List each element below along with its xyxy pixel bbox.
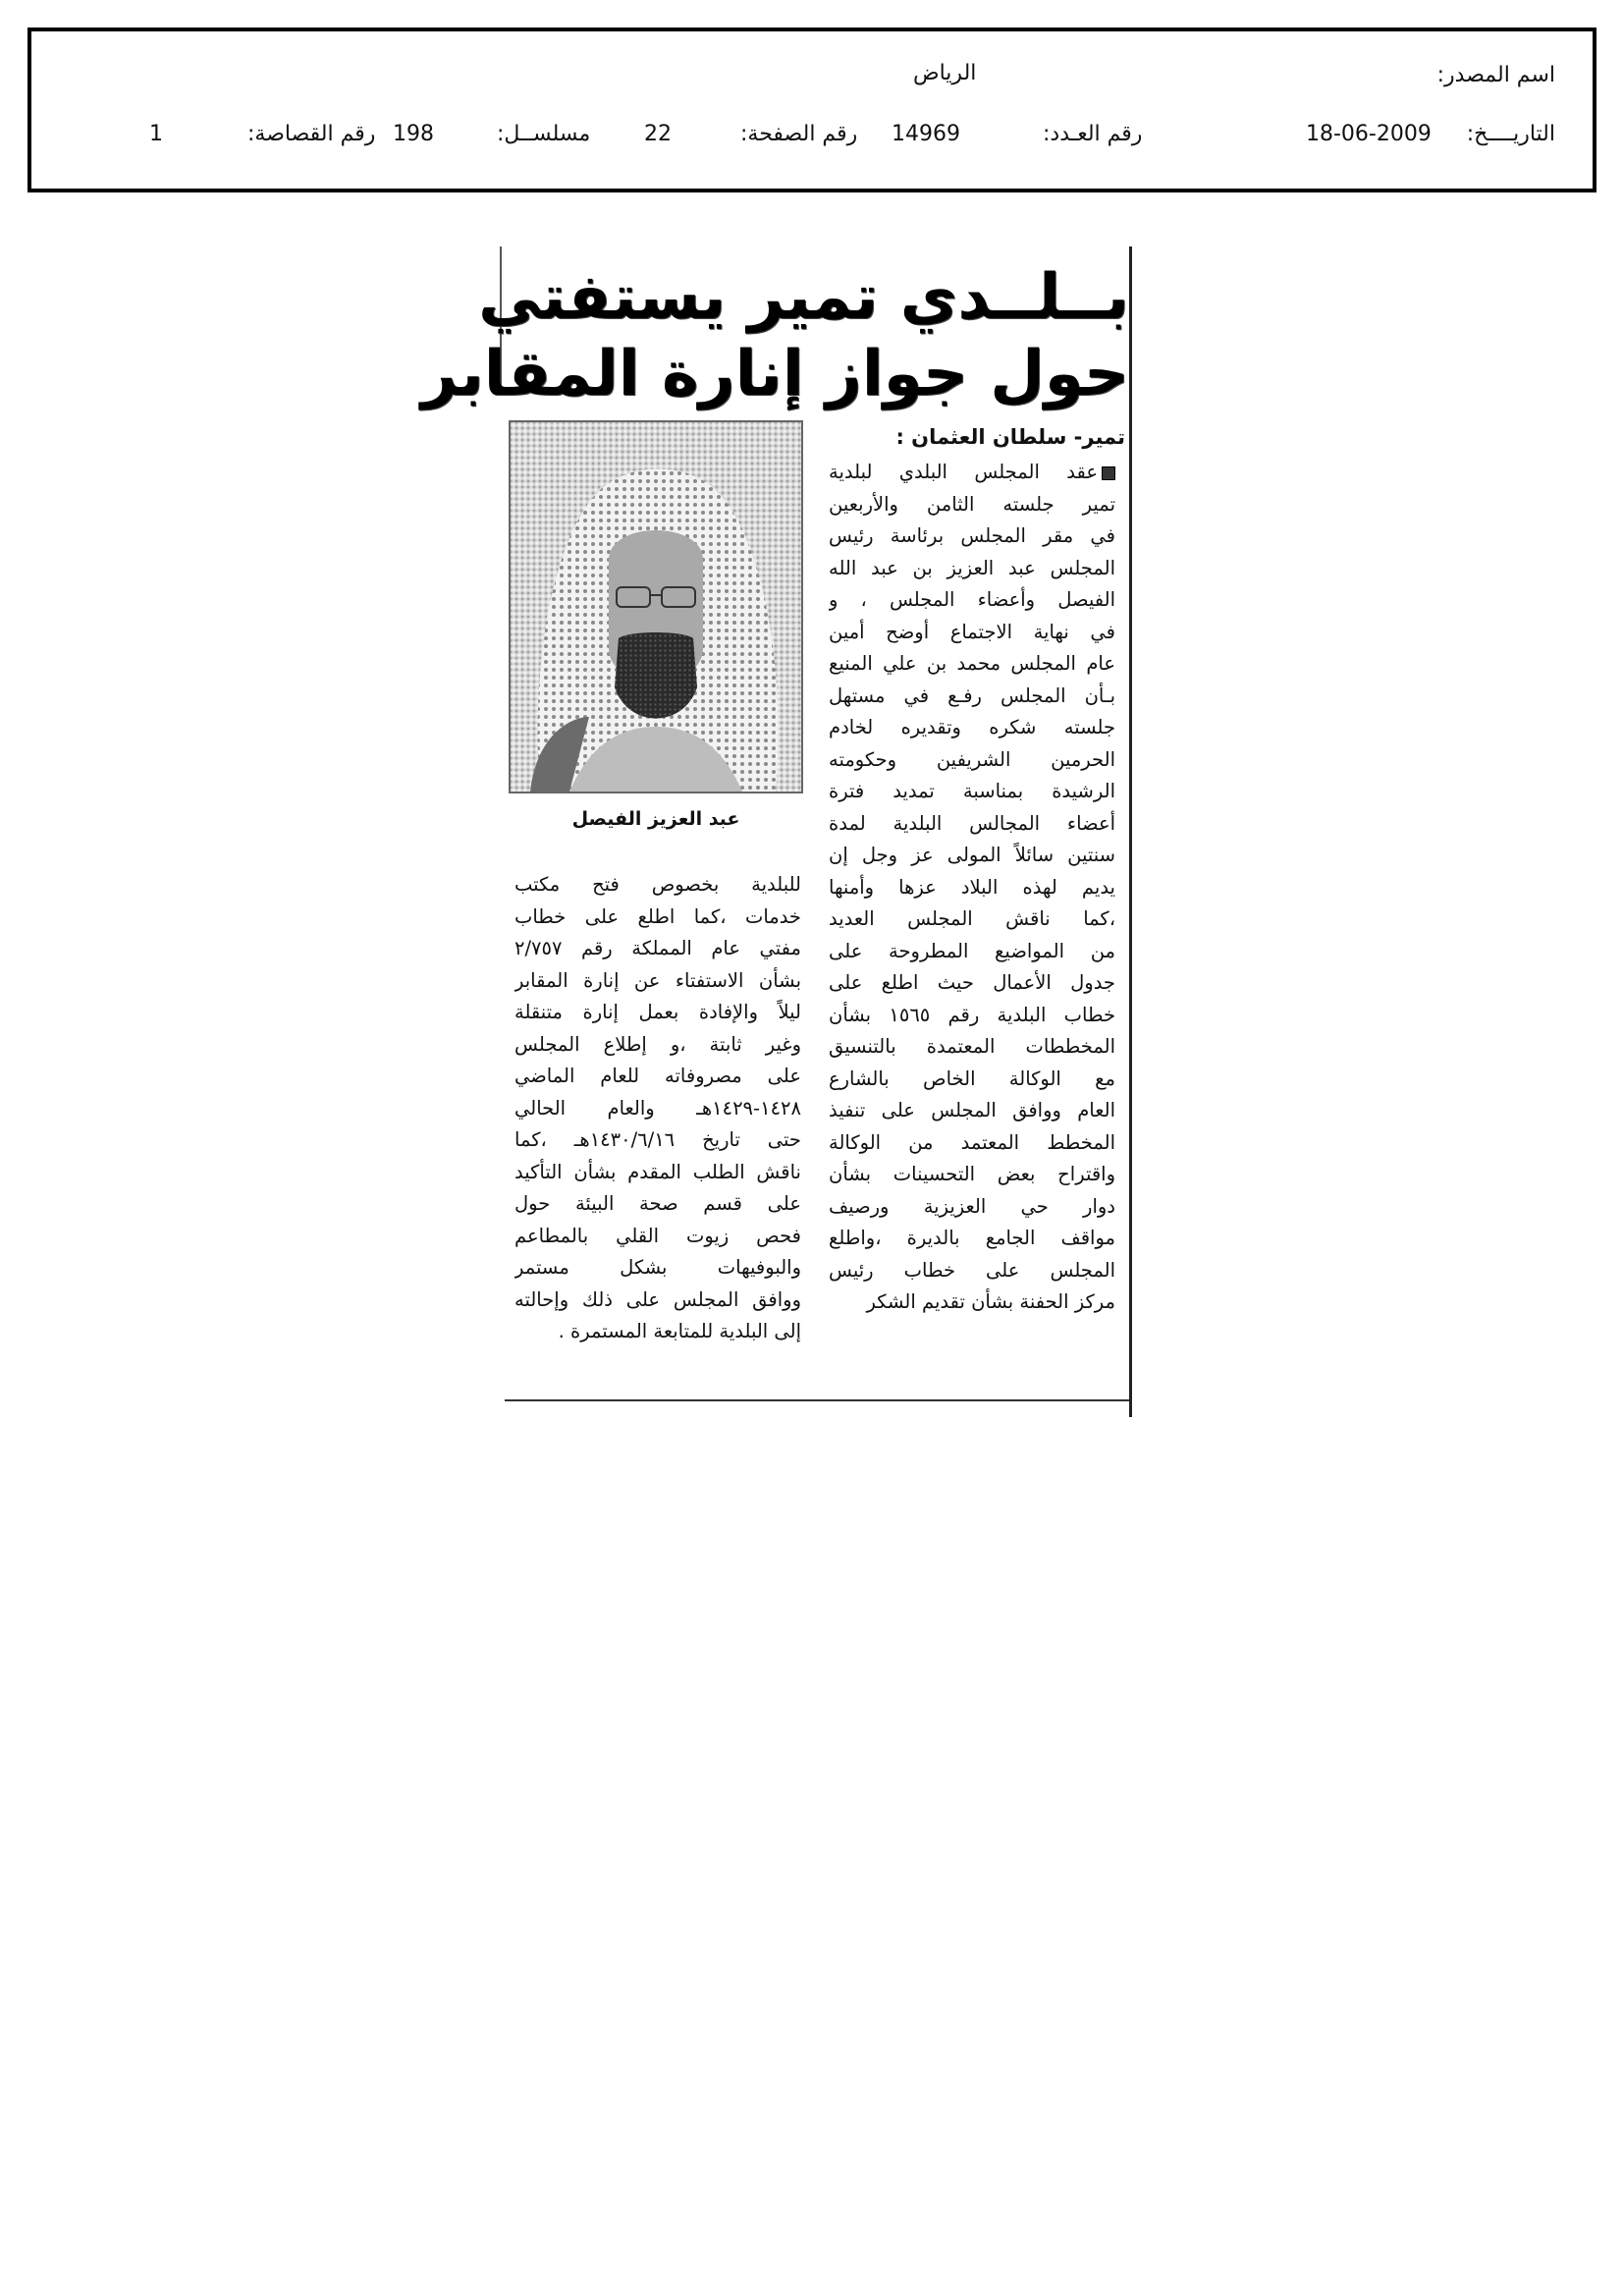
date-label: التاريــــخ: — [1466, 122, 1555, 146]
clipping-bottom-rule — [505, 1399, 1129, 1401]
body-line: عقد المجلس البلدي لبلدية — [829, 457, 1115, 489]
body-line: ،كما ناقش المجلس العديد — [829, 907, 1115, 930]
body-line: على مصروفاته للعام الماضي — [514, 1065, 801, 1087]
body-line: ليلاً والإفادة بعمل إنارة متنقلة — [514, 1001, 801, 1023]
body-line: بـأن المجلس رفـع في مستهل — [829, 683, 1115, 707]
body-line: في مقر المجلس برئاسة رئيس — [829, 524, 1115, 547]
date-value: 18-06-2009 — [1306, 122, 1432, 146]
body-line: بشأن الاستفتاء عن إنارة المقابر — [514, 968, 801, 992]
body-line: مفتي عام المملكة رقم ٢/٧٥٧ — [514, 937, 801, 959]
body-line: الفيصل وأعضاء المجلس ، و — [829, 588, 1115, 611]
body-line: ووافق المجلس على ذلك وإحالته — [514, 1287, 801, 1311]
body-line: تمير جلسته الثامن والأربعين — [829, 492, 1115, 516]
body-line: المجلس عبد العزيز بن عبد الله — [829, 556, 1115, 579]
body-line: المخطط المعتمد من الوكالة — [829, 1130, 1115, 1154]
article-column-left — [514, 869, 801, 1348]
body-line: للبلدية بخصوص فتح مكتب — [514, 873, 801, 896]
body-line: المجلس على خطاب رئيس — [829, 1258, 1115, 1282]
body-line: فحص زيوت القلي بالمطاعم — [514, 1224, 801, 1247]
body-line: العام ووافق المجلس على تنفيذ — [829, 1099, 1115, 1121]
body-line: مركز الحفنة بشأن تقديم الشكر — [866, 1290, 1115, 1313]
body-line: من المواضيع المطروحة على — [829, 939, 1115, 962]
body-line: واقتراح بعض التحسينات بشأن — [829, 1163, 1115, 1185]
body-line: ناقش الطلب المقدم بشأن التأكيد — [514, 1160, 801, 1183]
body-line: مواقف الجامع بالديرة ،واطلع — [829, 1227, 1115, 1249]
serial-value: 198 — [393, 122, 434, 146]
page-value: 22 — [644, 122, 672, 146]
issue-label: رقم العـدد: — [1043, 122, 1143, 146]
clipping-number-label: رقم القصاصة: — [247, 122, 376, 146]
portrait-photo — [509, 420, 803, 793]
clipping-number-value: 1 — [149, 122, 163, 146]
body-line: ١٤٢٨-١٤٢٩هـ والعام الحالي — [514, 1096, 801, 1120]
body-line: خدمات ،كما اطلع على خطاب — [514, 904, 801, 928]
body-line: الحرمين الشريفين وحكومته — [829, 747, 1115, 771]
body-line: حتى تاريخ ١٤٣٠/٦/١٦هـ ،كما — [514, 1128, 801, 1151]
newspaper-clipping — [420, 241, 1141, 1419]
source-value: الرياض — [913, 61, 977, 85]
body-line: جلسته شكره وتقديره لخادم — [829, 716, 1115, 738]
body-line: إلى البلدية للمتابعة المستمرة . — [558, 1320, 801, 1342]
headline-line-1: بــلــدي تمير يستفتي — [478, 261, 1129, 334]
body-line: يديم لهذه البلاد عزها وأمنها — [829, 875, 1115, 899]
headline-line-2: حول جواز إنارة المقابر — [420, 338, 1129, 410]
byline: تمير- سلطان العثمان : — [895, 425, 1125, 449]
body-line: أعضاء المجالس البلدية لمدة — [829, 811, 1115, 835]
serial-label: مسلســل: — [497, 122, 591, 146]
bullet-square-icon — [1102, 466, 1115, 480]
portrait-illustration — [511, 422, 801, 792]
body-line: على قسم صحة البيئة حول — [514, 1192, 801, 1215]
body-line: في نهاية الاجتماع أوضح أمين — [829, 620, 1115, 643]
body-line: جدول الأعمال حيث اطلع على — [829, 971, 1115, 994]
article-column-right — [829, 457, 1115, 1319]
body-line: عام المجلس محمد بن علي المنيع — [829, 652, 1115, 675]
page-label: رقم الصفحة: — [740, 122, 858, 146]
source-label: اسم المصدر: — [1436, 63, 1555, 87]
body-line: المخططات المعتمدة بالتنسيق — [829, 1035, 1115, 1058]
body-line: وغير ثابتة ،و إطلاع المجلس — [514, 1032, 801, 1056]
column-rule — [1129, 246, 1132, 1417]
body-line: الرشيدة بمناسبة تمديد فترة — [829, 780, 1115, 802]
body-line: والبوفيهات بشكل مستمر — [514, 1256, 801, 1279]
photo-caption: عبد العزيز الفيصل — [571, 808, 740, 830]
body-line: دوار حي العزيزية ورصيف — [829, 1194, 1115, 1218]
issue-value: 14969 — [892, 122, 960, 146]
clipping-metadata-box — [27, 27, 1596, 192]
body-line: مع الوكالة الخاص بالشارع — [829, 1066, 1115, 1090]
body-line: سنتين سائلاً المولى عز وجل إن — [829, 844, 1115, 866]
body-line: خطاب البلدية رقم ١٥٦٥ بشأن — [829, 1003, 1115, 1026]
